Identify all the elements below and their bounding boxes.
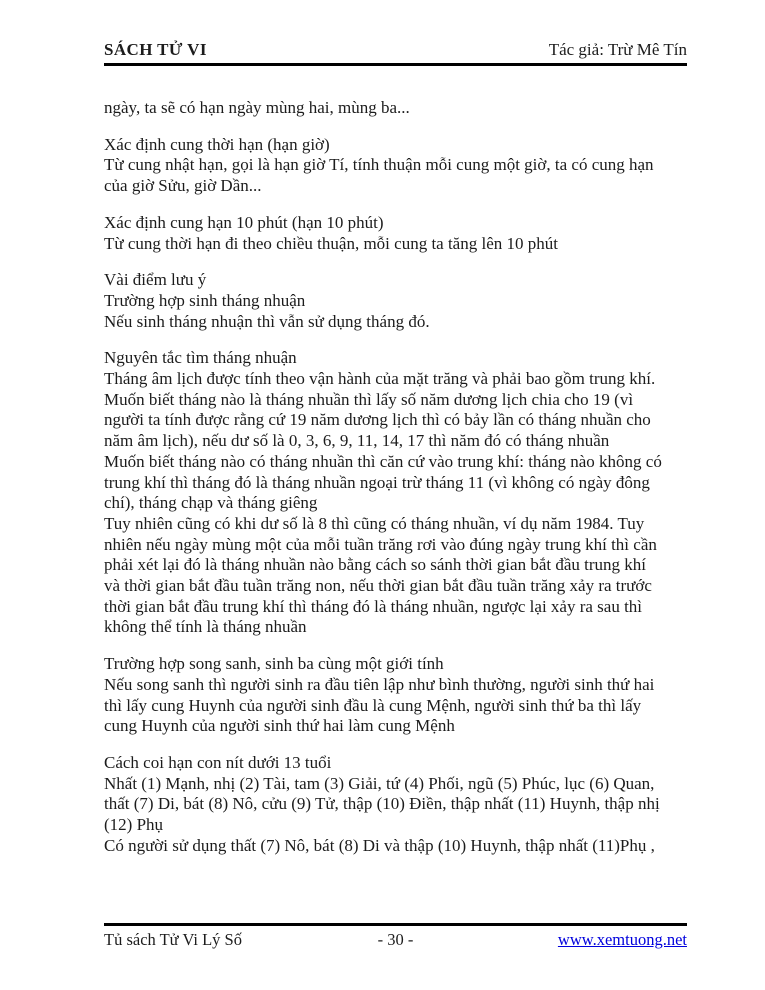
text-line: của giờ Sửu, giờ Dần... [104,176,262,196]
header-rule [104,63,687,66]
series-title: Tủ sách Tử Vi Lý Số [104,930,242,949]
author-credit: Tác giả: Trừ Mê Tín [548,40,687,59]
text-line: Xác định cung thời hạn (hạn giờ) [104,134,330,154]
text-line: Muốn biết tháng nào là tháng nhuần thì lấy số năm dương lịch chia cho 19 (vì [104,389,634,409]
paragraph [104,753,704,857]
text-line: Từ cung thời hạn đi theo chiều thuận, mỗi cung ta tăng lên 10 phút [104,233,558,253]
paragraph [104,348,704,638]
text-line: Nếu sinh tháng nhuận thì vẫn sử dụng tháng đó. [104,311,430,331]
text-line: trung khí thì tháng đó là tháng nhuần ngoại trừ tháng 11 (vì không có ngày đông [104,472,650,492]
text-line: Trường hợp sinh tháng nhuận [104,290,306,310]
paragraph [104,270,704,332]
website-link[interactable]: www.xemtuong.net [557,930,687,949]
text-line: phải xét lại đó là tháng nhuần nào bằng cách so sánh thời gian bắt đầu trung khí [104,555,646,575]
page-body [104,98,704,873]
text-line: Vài điểm lưu ý [104,270,207,290]
text-line: chí), tháng chạp và tháng giêng [104,493,318,513]
text-line: (12) Phụ [104,815,164,835]
page-footer [104,930,687,950]
text-line: Xác định cung hạn 10 phút (hạn 10 phút) [104,212,384,232]
text-line: Cách coi hạn con nít dưới 13 tuổi [104,752,332,772]
text-line: năm âm lịch), nếu dư số là 0, 3, 6, 9, 11, 14, 17 thì năm đó có tháng nhuần [104,431,610,451]
text-line: người ta tính được rằng cứ 19 năm dương lịch thì có bảy lần có tháng nhuần cho [104,410,651,430]
page-number: - 30 - [377,930,414,949]
text-line: Trường hợp song sanh, sinh ba cùng một giới tính [104,654,444,674]
text-line: cung Huynh của người sinh thứ hai làm cung Mệnh [104,716,455,736]
text-line: và thời gian bắt đầu tuần trăng non, nếu thời gian bắt đầu tuần trăng xảy ra trước [104,576,652,596]
text-line: Từ cung nhật hạn, gọi là hạn giờ Tí, tính thuận mỗi cung một giờ, ta có cung hạn [104,155,654,175]
paragraph [104,98,704,119]
text-line: thất (7) Di, bát (8) Nô, cửu (9) Tử, thập (10) Điền, thập nhất (11) Huynh, thập nhị [104,794,660,814]
text-line: Nguyên tắc tìm tháng nhuận [104,348,297,368]
footer-rule [104,923,687,926]
book-title: SÁCH TỬ VI [104,40,207,59]
text-line: Tháng âm lịch được tính theo vận hành của mặt trăng và phải bao gồm trung khí. [104,369,656,389]
text-line: Có người sử dụng thất (7) Nô, bát (8) Di và thập (10) Huynh, thập nhất (11)Phụ , [104,835,655,855]
text-line: Nhất (1) Mạnh, nhị (2) Tài, tam (3) Giải, tứ (4) Phối, ngũ (5) Phúc, lục (6) Quan, [104,773,655,793]
text-line: Muốn biết tháng nào có tháng nhuần thì căn cứ vào trung khí: tháng nào không có [104,451,662,471]
paragraph [104,213,704,254]
text-line: ngày, ta sẽ có hạn ngày mùng hai, mùng ba... [104,98,410,117]
page-header [104,40,687,60]
text-line: thì lấy cung Huynh của người sinh đầu là cung Mệnh, người sinh thứ ba thì lấy [104,695,642,715]
text-line: Tuy nhiên cũng có khi dư số là 8 thì cũng có tháng nhuần, ví dụ năm 1984. Tuy [104,513,645,533]
paragraph [104,654,704,737]
paragraph [104,135,704,197]
text-line: thời gian bắt đầu trung khí thì tháng đó là tháng nhuần, ngược lại xảy ra sau thì [104,596,643,616]
text-line: Nếu song sanh thì người sinh ra đầu tiên lập như bình thường, người sinh thứ hai [104,674,655,694]
text-line: không thể tính là tháng nhuần [104,617,307,637]
text-line: nhiên nếu ngày mùng một của mỗi tuần trăng rơi vào đúng ngày trung khí thì cần [104,534,657,554]
